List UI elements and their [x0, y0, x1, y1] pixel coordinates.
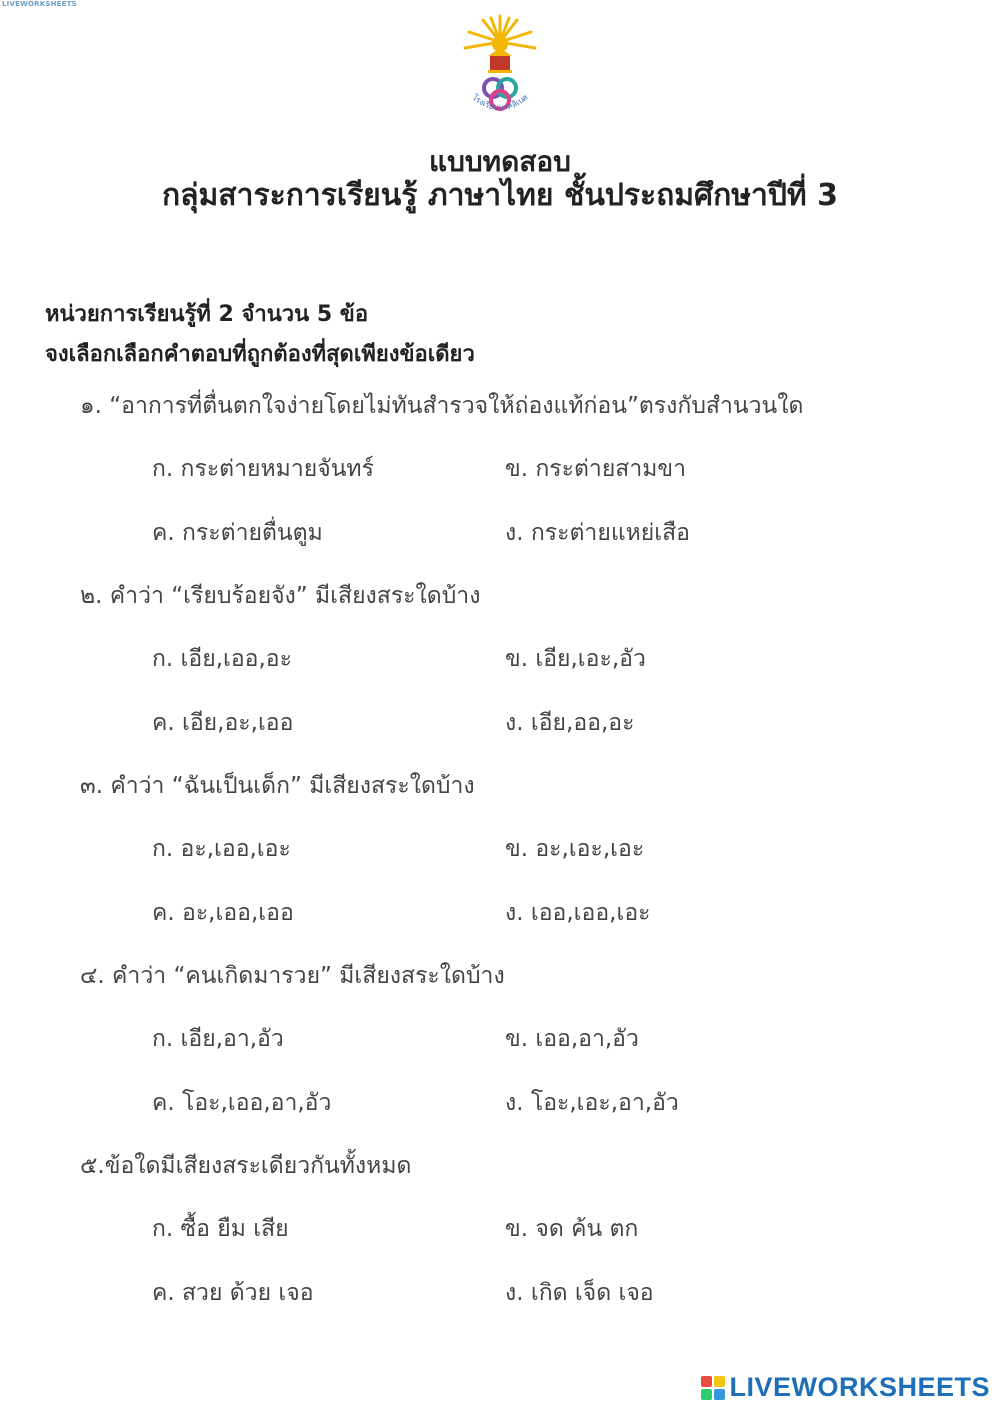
option-4b[interactable]: ข. เออ,อา,อัว	[505, 1026, 639, 1052]
question-4: ๔. คำว่า “คนเกิดมารวย” มีเสียงสระใดบ้าง	[80, 963, 505, 989]
option-3d[interactable]: ง. เออ,เออ,เอะ	[505, 900, 651, 926]
question-3: ๓. คำว่า “ฉันเป็นเด็ก” มีเสียงสระใดบ้าง	[80, 773, 475, 799]
instruction-text: จงเลือกเลือกคำตอบที่ถูกต้องที่สุดเพียงข้อเดียว	[45, 342, 475, 367]
option-1b[interactable]: ข. กระต่ายสามขา	[505, 456, 687, 482]
question-5: ๕.ข้อใดมีเสียงสระเดียวกันทั้งหมด	[80, 1153, 412, 1179]
option-4d[interactable]: ง. โอะ,เอะ,อา,อัว	[505, 1090, 679, 1116]
option-5c[interactable]: ค. สวย ด้วย เจอ	[152, 1280, 314, 1306]
school-logo	[455, 12, 545, 130]
option-2b[interactable]: ข. เอีย,เอะ,อัว	[505, 646, 646, 672]
option-2d[interactable]: ง. เอีย,ออ,อะ	[505, 710, 635, 736]
brand-label: LIVEWORKSHEETS	[729, 1372, 990, 1402]
option-3c[interactable]: ค. อะ,เออ,เออ	[152, 900, 294, 926]
option-2c[interactable]: ค. เอีย,อะ,เออ	[152, 710, 294, 736]
option-3a[interactable]: ก. อะ,เออ,เอะ	[152, 836, 291, 862]
question-2: ๒. คำว่า “เรียบร้อยจัง” มีเสียงสระใดบ้าง	[80, 583, 481, 609]
unit-heading: หน่วยการเรียนรู้ที่ 2 จำนวน 5 ข้อ	[45, 302, 369, 327]
option-3b[interactable]: ข. อะ,เอะ,เอะ	[505, 836, 645, 862]
header-watermark: LIVEWORKSHEETS	[2, 0, 77, 8]
logo-caption: โรงเรียนมาคลิเบศ	[470, 92, 530, 113]
liveworksheets-logo-icon	[701, 1376, 725, 1400]
option-4c[interactable]: ค. โอะ,เออ,อา,อัว	[152, 1090, 332, 1116]
option-2a[interactable]: ก. เอีย,เออ,อะ	[152, 646, 292, 672]
liveworksheets-brand[interactable]	[701, 1372, 990, 1403]
option-5d[interactable]: ง. เกิด เจ็ด เจอ	[505, 1280, 654, 1306]
option-1c[interactable]: ค. กระต่ายตื่นตูม	[152, 520, 323, 546]
option-4a[interactable]: ก. เอีย,อา,อัว	[152, 1026, 284, 1052]
option-5a[interactable]: ก. ซื้อ ยืม เสีย	[152, 1216, 289, 1242]
page-subtitle: กลุ่มสาระการเรียนรู้ ภาษาไทย ชั้นประถมศึกษาปีที่ 3	[161, 178, 838, 213]
option-5b[interactable]: ข. จด ค้น ตก	[505, 1216, 639, 1242]
question-1: ๑. “อาการที่ตื่นตกใจง่ายโดยไม่ทันสำรวจให้ถ่องแท้ก่อน”ตรงกับสำนวนใด	[80, 393, 804, 419]
option-1d[interactable]: ง. กระต่ายแหย่เสือ	[505, 520, 690, 546]
option-1a[interactable]: ก. กระต่ายหมายจันทร์	[152, 456, 374, 482]
page-title: แบบทดสอบ	[429, 145, 571, 178]
